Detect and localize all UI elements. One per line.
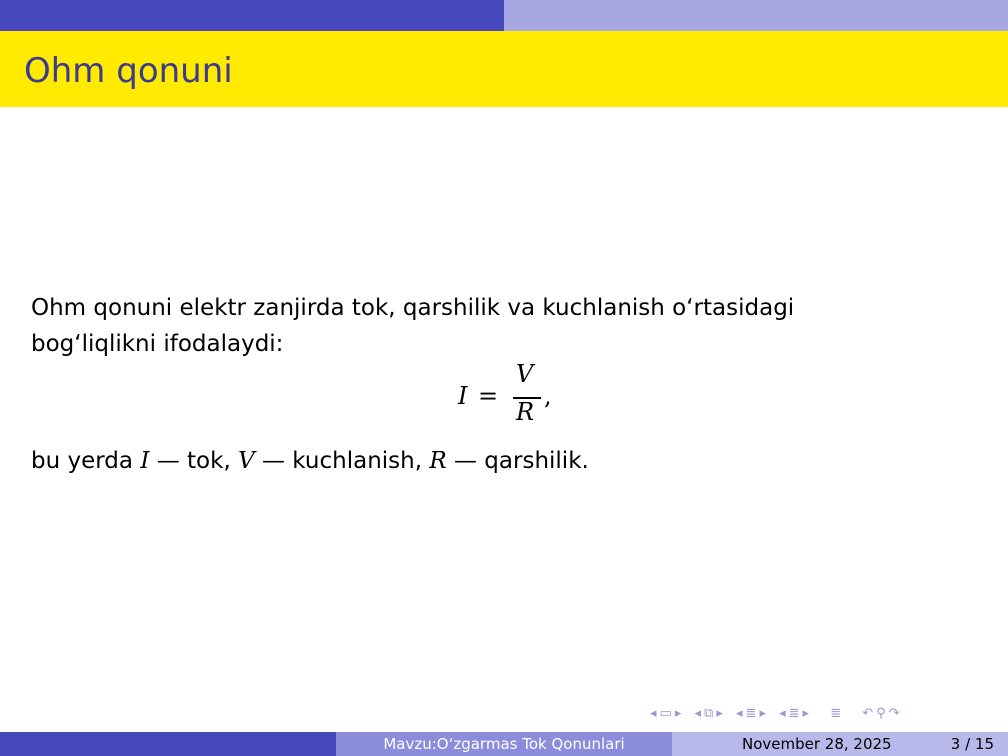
nav-next-subsection-icon[interactable]: ▸	[716, 706, 723, 721]
desc-text-voltage: — kuchlanish,	[254, 448, 430, 474]
footer-left	[0, 732, 336, 756]
top-bar-right	[504, 0, 1008, 31]
nav-next-section-icon[interactable]: ▸	[759, 706, 766, 721]
slide-body	[31, 290, 981, 362]
nav-section-icon[interactable]: ≣	[745, 706, 757, 721]
footer-page-number: 3 / 15	[950, 735, 994, 753]
formula-description	[31, 443, 589, 479]
frame-title: Ohm qonuni	[24, 51, 233, 91]
formula-lhs: I	[458, 382, 468, 410]
nav-next-doc-icon[interactable]: ▸	[802, 706, 810, 721]
desc-var-voltage: V	[238, 448, 255, 474]
footer-subject: Mavzu:O‘zgarmas Tok Qonunlari	[336, 732, 672, 756]
intro-line-2: bog‘liqlikni ifodalaydi:	[31, 331, 284, 357]
nav-prev-frame-icon[interactable]: ◂	[650, 706, 657, 721]
top-header-bar	[0, 0, 1008, 31]
beamer-navigation-symbols	[650, 706, 903, 726]
desc-text-current: — tok,	[149, 448, 239, 474]
nav-prev-subsection-icon[interactable]: ◂	[694, 706, 702, 721]
formula-numerator: V	[516, 360, 534, 388]
top-bar-left	[0, 0, 504, 31]
footer-bar	[0, 732, 1008, 756]
nav-doc-icon[interactable]: ≣	[788, 706, 800, 721]
desc-prefix: bu yerda	[31, 448, 141, 474]
nav-subsection-icon[interactable]: ⧉	[704, 706, 714, 721]
intro-line-1: Ohm qonuni elektr zanjirda tok, qarshilik va kuchlanish o‘rtasidagi	[31, 295, 795, 321]
footer-date: November 28, 2025	[742, 735, 892, 753]
ohm-formula	[0, 362, 1008, 432]
formula-equals: =	[478, 382, 499, 410]
formula-denominator: R	[516, 398, 535, 426]
nav-next-frame-icon[interactable]: ▸	[674, 706, 682, 721]
desc-var-current: I	[140, 448, 150, 474]
nav-prev-doc-icon[interactable]: ◂	[779, 706, 786, 721]
formula-comma: ,	[544, 382, 552, 410]
nav-frame-icon[interactable]: ▭	[659, 706, 672, 721]
nav-prev-section-icon[interactable]: ◂	[736, 706, 743, 721]
frame-title-bar	[0, 31, 1008, 107]
nav-back-icon[interactable]: ↶	[862, 706, 874, 721]
footer-right	[672, 732, 1008, 756]
nav-forward-icon[interactable]: ↷	[888, 706, 900, 721]
desc-var-resistance: R	[429, 448, 447, 474]
desc-text-resistance: — qarshilik.	[446, 448, 589, 474]
nav-search-icon[interactable]: ⚲	[876, 706, 886, 721]
nav-toc-icon[interactable]: ≣	[830, 706, 842, 721]
